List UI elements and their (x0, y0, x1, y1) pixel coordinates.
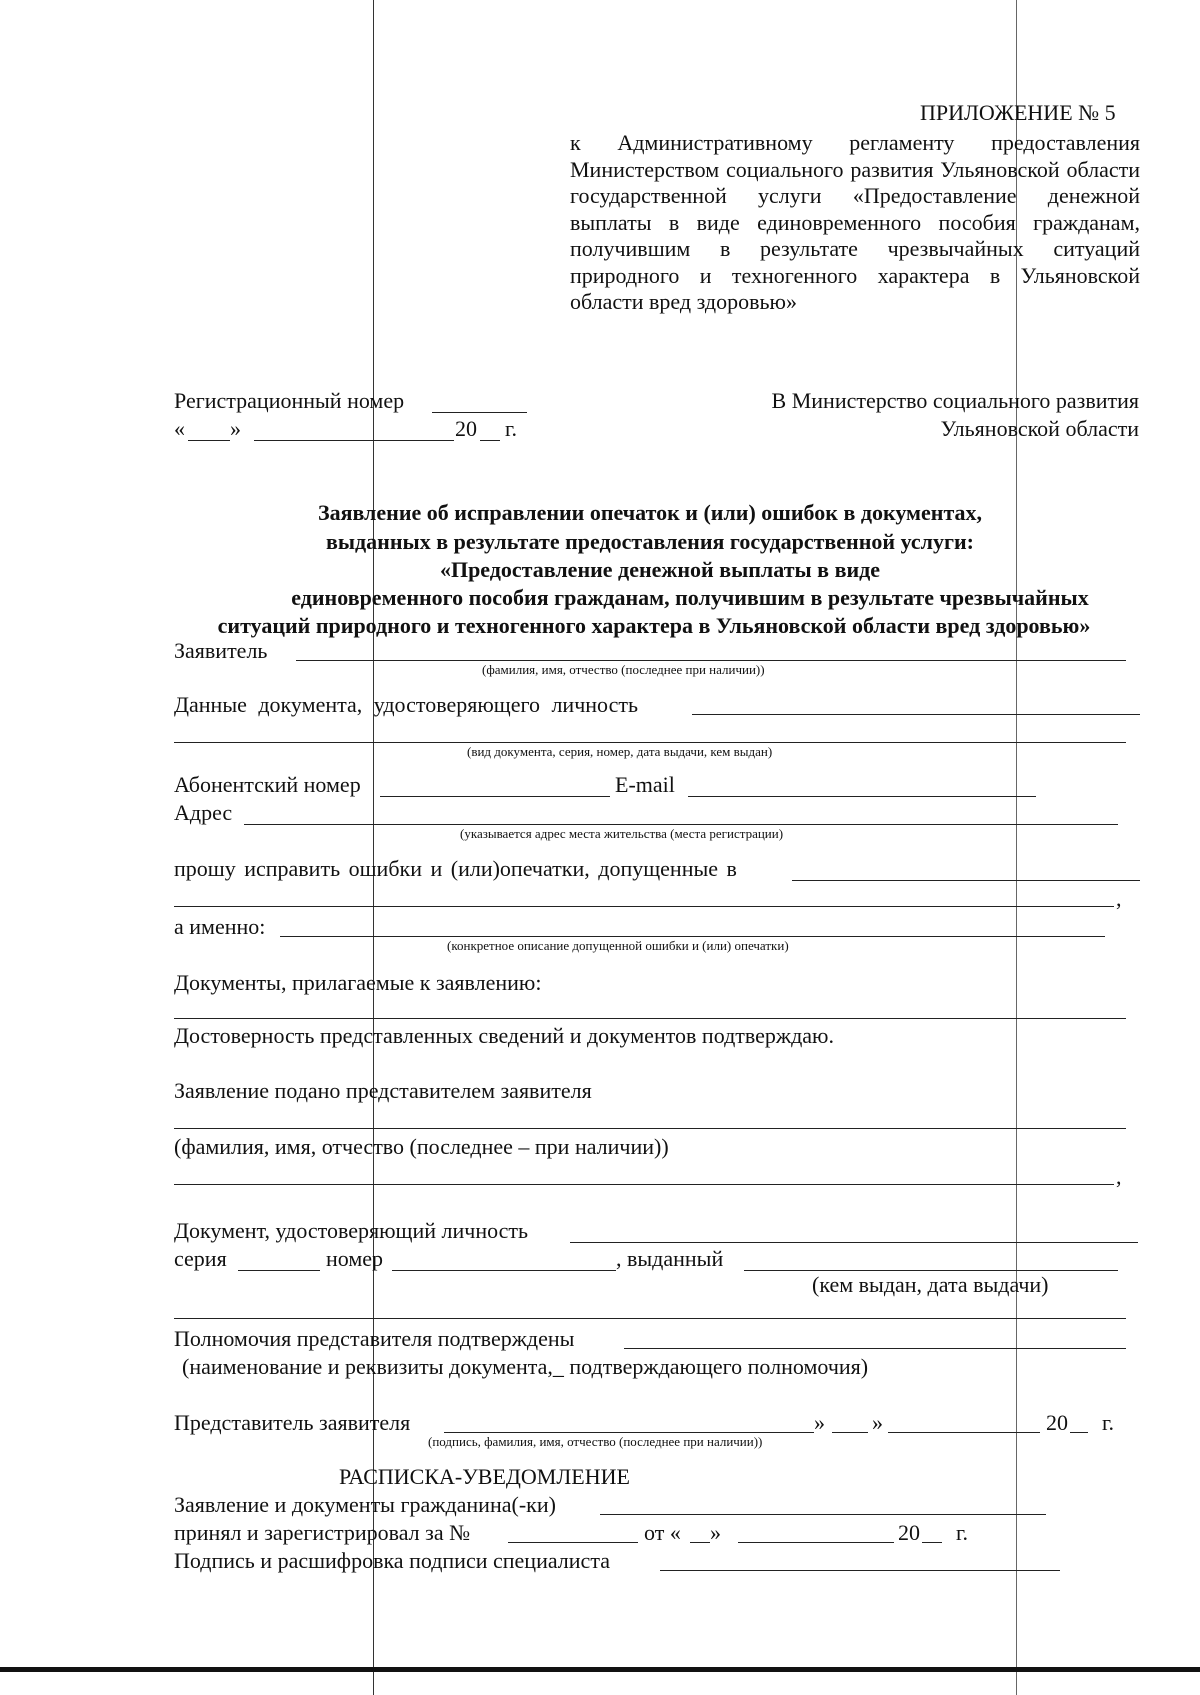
applicant-caption: (фамилия, имя, отчество (последнее при наличии)) (482, 662, 765, 677)
receipt-title: РАСПИСКА-УВЕДОМЛЕНИЕ (339, 1464, 630, 1489)
rep-fio-caption: (фамилия, имя, отчество (последнее – при наличии)) (174, 1134, 669, 1159)
registration-date-close: » (230, 416, 241, 441)
issued-label: , выданный (616, 1246, 724, 1271)
addressee-line2: Ульяновской области (940, 416, 1139, 441)
attached-field[interactable] (174, 1018, 1126, 1019)
request-comma: , (1116, 886, 1122, 911)
receipt-number-field[interactable] (508, 1542, 638, 1543)
rep-fio-comma: , (1116, 1164, 1122, 1189)
id-doc-label: Данные документа, удостоверяющего личность (174, 692, 639, 717)
receipt-line1-field[interactable] (600, 1514, 1046, 1515)
receipt-line1-label: Заявление и документы гражданина(-ки) (174, 1492, 556, 1517)
phone-label: Абонентский номер (174, 772, 361, 797)
appendix-title: ПРИЛОЖЕНИЕ № 5 (920, 100, 1116, 125)
namely-caption: (конкретное описание допущенной ошибки и (или) опечатки) (447, 938, 789, 953)
receipt-day-field[interactable] (690, 1542, 710, 1543)
rep-sign-day-field[interactable] (832, 1432, 868, 1433)
scan-bottom-border (0, 1667, 1200, 1672)
request-field-1[interactable] (792, 880, 1140, 881)
rep-sign-year: 20 (1046, 1410, 1068, 1435)
appendix-text: к Административному регламенту предоставления Министерством социального развития Ульяновской области государственной услуги «Предоставление денежной выплаты в виде единовременного пособия гражданам, получившим в результате чрезвычайных ситуаций природного и техногенного характера в Ульяновской области вред здоровью» (570, 130, 1140, 314)
registration-year: 20 (455, 416, 477, 441)
series-label: серия (174, 1246, 227, 1271)
rep-sign-quote2: » (872, 1410, 883, 1435)
rep-submitted-field[interactable] (174, 1128, 1126, 1129)
registration-year-field[interactable] (480, 440, 500, 441)
rep-sign-year-field[interactable] (1070, 1432, 1088, 1433)
request-label: прошу исправить ошибки и (или)опечатки, допущенные в (174, 856, 737, 881)
number-field[interactable] (392, 1270, 616, 1271)
registration-number-field[interactable] (432, 412, 527, 413)
issued-field-2[interactable] (174, 1318, 1126, 1319)
rep-fio-field[interactable] (174, 1184, 1114, 1185)
heading-line5: ситуаций природного и техногенного характера в Ульяновской области вред здоровью» (217, 613, 1091, 638)
registration-number-label: Регистрационный номер (174, 388, 405, 413)
scan-fold-line-left (373, 0, 374, 1695)
registration-year-suffix: г. (505, 416, 518, 441)
namely-field[interactable] (280, 936, 1105, 937)
id-doc-field-2[interactable] (174, 742, 1126, 743)
receipt-from: от « (644, 1520, 681, 1545)
applicant-label: Заявитель (174, 638, 268, 663)
addressee-line1: В Министерство социального развития (771, 388, 1139, 413)
receipt-year-field[interactable] (922, 1542, 942, 1543)
rep-sign-field[interactable] (444, 1432, 814, 1433)
receipt-month-field[interactable] (738, 1542, 894, 1543)
email-label: E-mail (615, 772, 675, 797)
receipt-line3-label: Подпись и расшифровка подписи специалиста (174, 1548, 610, 1573)
number-label: номер (326, 1246, 384, 1271)
receipt-line2-label: принял и зарегистрировал за № (174, 1520, 471, 1545)
phone-field[interactable] (380, 796, 610, 797)
id-doc-caption: (вид документа, серия, номер, дата выдачи, кем выдан) (467, 744, 773, 759)
namely-label: а именно: (174, 914, 266, 939)
registration-month-field[interactable] (254, 440, 454, 441)
rep-sign-month-field[interactable] (888, 1432, 1040, 1433)
heading-line2: выданных в результате предоставления государственной услуги: (325, 529, 974, 554)
heading-line3: «Предоставление денежной выплаты в виде (439, 557, 881, 582)
rep-sign-quote1: » (814, 1410, 825, 1435)
address-label: Адрес (174, 800, 233, 825)
request-field-2[interactable] (174, 906, 1114, 907)
receipt-close: » (710, 1520, 721, 1545)
applicant-field[interactable] (296, 660, 1126, 661)
address-field[interactable] (244, 824, 1116, 825)
heading-line4: единовременного пособия гражданам, получившим в результате чрезвычайных (291, 585, 1089, 610)
attached-label: Документы, прилагаемые к заявлению: (174, 970, 542, 995)
issued-field[interactable] (744, 1270, 1118, 1271)
receipt-year: 20 (898, 1520, 920, 1545)
email-field[interactable] (688, 796, 1036, 797)
rep-sign-year-suffix: г. (1102, 1410, 1115, 1435)
registration-day-field[interactable] (188, 440, 230, 441)
powers-label: Полномочия представителя подтверждены (174, 1326, 575, 1351)
issued-caption: (кем выдан, дата выдачи) (812, 1272, 1049, 1297)
heading-line1: Заявление об исправлении опечаток и (или) ошибок в документах, (317, 500, 983, 525)
rep-sign-caption: (подпись, фамилия, имя, отчество (последнее при наличии)) (428, 1434, 763, 1449)
rep-sign-label: Представитель заявителя (174, 1410, 411, 1435)
address-field-tail[interactable] (1104, 824, 1118, 825)
id-doc-field-1[interactable] (692, 714, 1140, 715)
registration-date-open: « (174, 416, 185, 441)
receipt-year-suffix: г. (956, 1520, 969, 1545)
rep-doc-field[interactable] (570, 1242, 1138, 1243)
series-field[interactable] (238, 1270, 320, 1271)
rep-submitted-label: Заявление подано представителем заявителя (174, 1078, 592, 1103)
powers-caption: (наименование и реквизиты документа,_ подтверждающего полномочия) (182, 1354, 869, 1379)
rep-doc-label: Документ, удостоверяющий личность (174, 1218, 529, 1243)
receipt-signature-field[interactable] (660, 1570, 1060, 1571)
confirm-text: Достоверность представленных сведений и документов подтверждаю. (174, 1023, 834, 1048)
address-caption: (указывается адрес места жительства (места регистрации) (460, 826, 784, 841)
powers-field[interactable] (624, 1348, 1126, 1349)
